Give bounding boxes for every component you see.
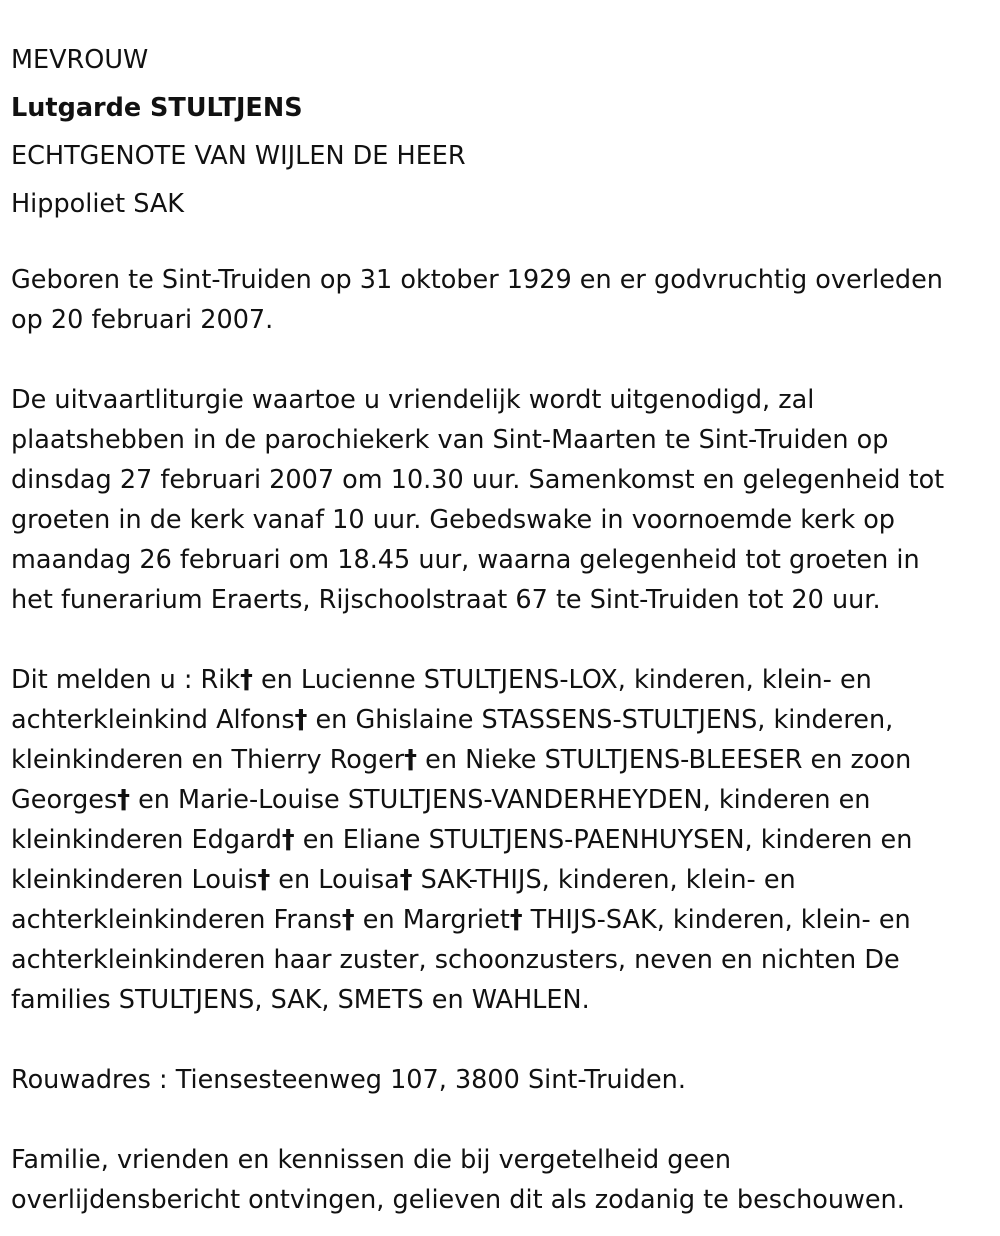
announcer-text: Georges — [11, 785, 118, 815]
salutation: MEVROUW — [11, 45, 149, 75]
deceased-cross-icon: † — [399, 865, 413, 895]
announcer-text: kleinkinderen Louis — [11, 865, 258, 895]
announcer-text: achterkleinkinderen Frans — [11, 905, 342, 935]
announcer-line — [11, 980, 989, 1020]
announcer-text: en Louisa — [270, 865, 400, 895]
announcer-text: THIJS-SAK, kinderen, klein- en — [522, 905, 911, 935]
closing-paragraph — [11, 1140, 989, 1220]
announcer-line — [11, 780, 989, 820]
announcer-text: achterkleinkinderen haar zuster, schoonzusters, neven en nichten De — [11, 945, 900, 975]
announcer-text: en Margriet — [354, 905, 510, 935]
announcer-text: en Lucienne STULTJENS-LOX, kinderen, klein- en — [252, 665, 872, 695]
address-paragraph — [11, 1060, 989, 1100]
announcer-text: SAK-THIJS, kinderen, klein- en — [412, 865, 796, 895]
deceased-cross-icon: † — [341, 905, 355, 935]
spacer — [11, 1100, 989, 1140]
deceased-cross-icon: † — [117, 785, 130, 815]
funeral-paragraph — [11, 380, 989, 620]
text-line: dinsdag 27 februari 2007 om 10.30 uur. Samenkomst en gelegenheid tot — [11, 465, 945, 495]
deceased-cross-icon: † — [240, 665, 253, 695]
announcer-text: en Nieke STULTJENS-BLEESER en zoon — [417, 745, 912, 775]
deceased-cross-icon: † — [404, 745, 418, 775]
announcer-text: Dit melden u : Rik — [11, 665, 241, 695]
announcer-text: kleinkinderen en Thierry Roger — [11, 745, 405, 775]
announcer-text: en Eliane STULTJENS-PAENHUYSEN, kinderen en — [294, 825, 913, 855]
announcer-line — [11, 740, 989, 780]
text-line: op 20 februari 2007. — [11, 305, 274, 335]
announcer-line — [11, 900, 989, 940]
spouse-name: Hippoliet SAK — [11, 189, 185, 219]
spacer — [11, 228, 989, 260]
spacer — [11, 620, 989, 660]
announcer-line — [11, 820, 989, 860]
deceased-cross-icon: † — [509, 905, 523, 935]
relation-line: ECHTGENOTE VAN WIJLEN DE HEER — [11, 141, 466, 171]
announcer-text: en Marie-Louise STULTJENS-VANDERHEYDEN, kinderen en — [130, 785, 871, 815]
deceased-name: Lutgarde STULTJENS — [11, 93, 303, 123]
deceased-cross-icon: † — [294, 705, 308, 735]
text-line: plaatshebben in de parochiekerk van Sint-Maarten te Sint-Truiden op — [11, 425, 889, 455]
text-line: Geboren te Sint-Truiden op 31 oktober 1929 en er godvruchtig overleden — [11, 265, 943, 295]
announcer-line — [11, 660, 989, 700]
deceased-cross-icon: † — [257, 865, 271, 895]
text-line: De uitvaartliturgie waartoe u vriendelijk wordt uitgenodigd, zal — [11, 385, 815, 415]
announcer-text: families STULTJENS, SAK, SMETS en WAHLEN. — [11, 985, 590, 1015]
birth-death-paragraph — [11, 260, 989, 340]
text-line: overlijdensbericht ontvingen, gelieven dit als zodanig te beschouwen. — [11, 1185, 905, 1215]
text-line: Familie, vrienden en kennissen die bij vergetelheid geen — [11, 1145, 731, 1175]
mourning-address: Rouwadres : Tiensesteenweg 107, 3800 Sint-Truiden. — [11, 1065, 686, 1095]
text-line: groeten in de kerk vanaf 10 uur. Gebedswake in voornoemde kerk op — [11, 505, 895, 535]
announcer-line — [11, 940, 989, 980]
announcer-text: achterkleinkind Alfons — [11, 705, 295, 735]
announcer-text: en Ghislaine STASSENS-STULTJENS, kinderen, — [307, 705, 894, 735]
announcer-line — [11, 860, 989, 900]
text-line: maandag 26 februari om 18.45 uur, waarna gelegenheid tot groeten in — [11, 545, 920, 575]
announcer-text: kleinkinderen Edgard — [11, 825, 282, 855]
deceased-cross-icon: † — [281, 825, 295, 855]
spacer — [11, 1020, 989, 1060]
spacer — [11, 340, 989, 380]
announcers-paragraph — [11, 660, 989, 1020]
text-line: het funerarium Eraerts, Rijschoolstraat 67 te Sint-Truiden tot 20 uur. — [11, 585, 881, 615]
announcer-line — [11, 700, 989, 740]
